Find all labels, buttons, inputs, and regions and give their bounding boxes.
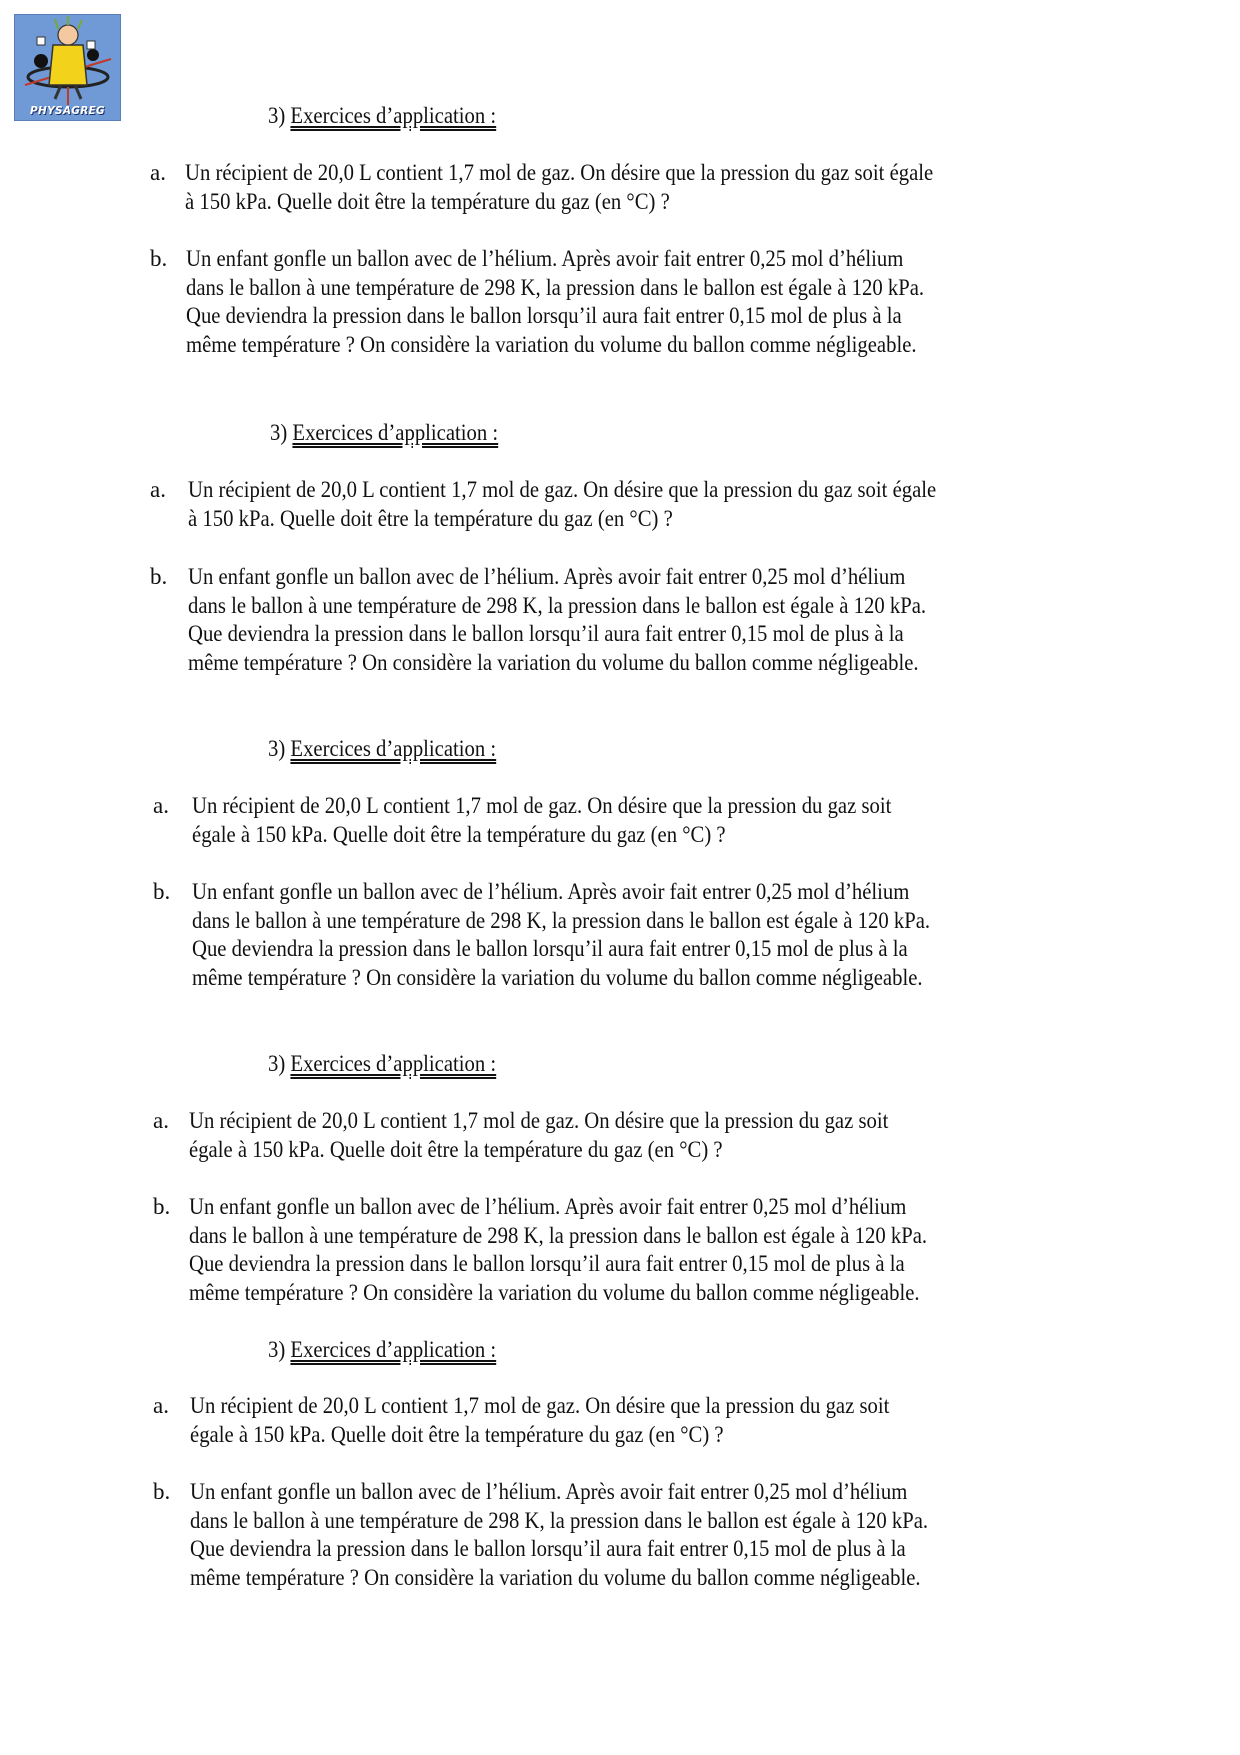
item-letter: b. — [153, 1479, 171, 1504]
heading-title: Exercices d’application : — [292, 420, 499, 445]
section-heading — [268, 1336, 496, 1364]
item-text: Un enfant gonfle un ballon avec de l’hélium. Après avoir fait entrer 0,25 mol d’hélium dans le ballon à une température de 298 K, la pression dans le ballon est égale à 120 kPa. Que deviendra la pression dans le ballon lorsqu’il aura fait entrer 0,15 mol de plus à la même température ? On considère la variation du volume du ballon comme négligeable. — [186, 246, 925, 357]
item-letter: a. — [153, 1108, 169, 1133]
item-letter: a. — [153, 793, 169, 818]
heading-number: 3) — [268, 103, 286, 128]
item-text: Un récipient de 20,0 L contient 1,7 mol de gaz. On désire que la pression du gaz soit égale à 150 kPa. Quelle doit être la température du gaz (en °C) ? — [188, 477, 937, 531]
item-letter: b. — [150, 246, 168, 271]
item-letter: b. — [153, 879, 171, 904]
heading-title: Exercices d’application : — [290, 736, 497, 761]
section-heading — [268, 102, 496, 130]
item-letter: a. — [153, 1393, 169, 1418]
heading-title: Exercices d’application : — [290, 103, 497, 128]
item-text: Un enfant gonfle un ballon avec de l’hélium. Après avoir fait entrer 0,25 mol d’hélium dans le ballon à une température de 298 K, la pression dans le ballon est égale à 120 kPa. Que deviendra la pression dans le ballon lorsqu’il aura fait entrer 0,15 mol de plus à la même température ? On considère la variation du volume du ballon comme négligeable. — [192, 879, 931, 990]
item-letter: b. — [150, 564, 168, 589]
item-text: Un récipient de 20,0 L contient 1,7 mol de gaz. On désire que la pression du gaz soit égale à 150 kPa. Quelle doit être la température du gaz (en °C) ? — [189, 1108, 889, 1162]
heading-number: 3) — [268, 736, 286, 761]
item-letter: b. — [153, 1194, 171, 1219]
logo-text: PHYSAGREG — [30, 105, 105, 117]
item-text: Un récipient de 20,0 L contient 1,7 mol de gaz. On désire que la pression du gaz soit égale à 150 kPa. Quelle doit être la température du gaz (en °C) ? — [190, 1393, 890, 1447]
item-text: Un enfant gonfle un ballon avec de l’hélium. Après avoir fait entrer 0,25 mol d’hélium dans le ballon à une température de 298 K, la pression dans le ballon est égale à 120 kPa. Que deviendra la pression dans le ballon lorsqu’il aura fait entrer 0,15 mol de plus à la même température ? On considère la variation du volume du ballon comme négligeable. — [189, 1194, 928, 1305]
heading-number: 3) — [270, 420, 288, 445]
heading-number: 3) — [268, 1337, 286, 1362]
item-text: Un enfant gonfle un ballon avec de l’hélium. Après avoir fait entrer 0,25 mol d’hélium dans le ballon à une température de 298 K, la pression dans le ballon est égale à 120 kPa. Que deviendra la pression dans le ballon lorsqu’il aura fait entrer 0,15 mol de plus à la même température ? On considère la variation du volume du ballon comme négligeable. — [190, 1479, 929, 1590]
item-text: Un récipient de 20,0 L contient 1,7 mol de gaz. On désire que la pression du gaz soit égale à 150 kPa. Quelle doit être la température du gaz (en °C) ? — [185, 160, 934, 214]
heading-number: 3) — [268, 1051, 286, 1076]
heading-title: Exercices d’application : — [290, 1337, 497, 1362]
heading-title: Exercices d’application : — [290, 1051, 497, 1076]
item-text: Un enfant gonfle un ballon avec de l’hélium. Après avoir fait entrer 0,25 mol d’hélium dans le ballon à une température de 298 K, la pression dans le ballon est égale à 120 kPa. Que deviendra la pression dans le ballon lorsqu’il aura fait entrer 0,15 mol de plus à la même température ? On considère la variation du volume du ballon comme négligeable. — [188, 564, 927, 675]
item-letter: a. — [150, 160, 166, 185]
item-text: Un récipient de 20,0 L contient 1,7 mol de gaz. On désire que la pression du gaz soit égale à 150 kPa. Quelle doit être la température du gaz (en °C) ? — [192, 793, 892, 847]
physagreg-logo — [14, 14, 121, 121]
item-letter: a. — [150, 477, 166, 502]
section-heading — [270, 419, 498, 447]
section-heading — [268, 1050, 496, 1078]
section-heading — [268, 735, 496, 763]
